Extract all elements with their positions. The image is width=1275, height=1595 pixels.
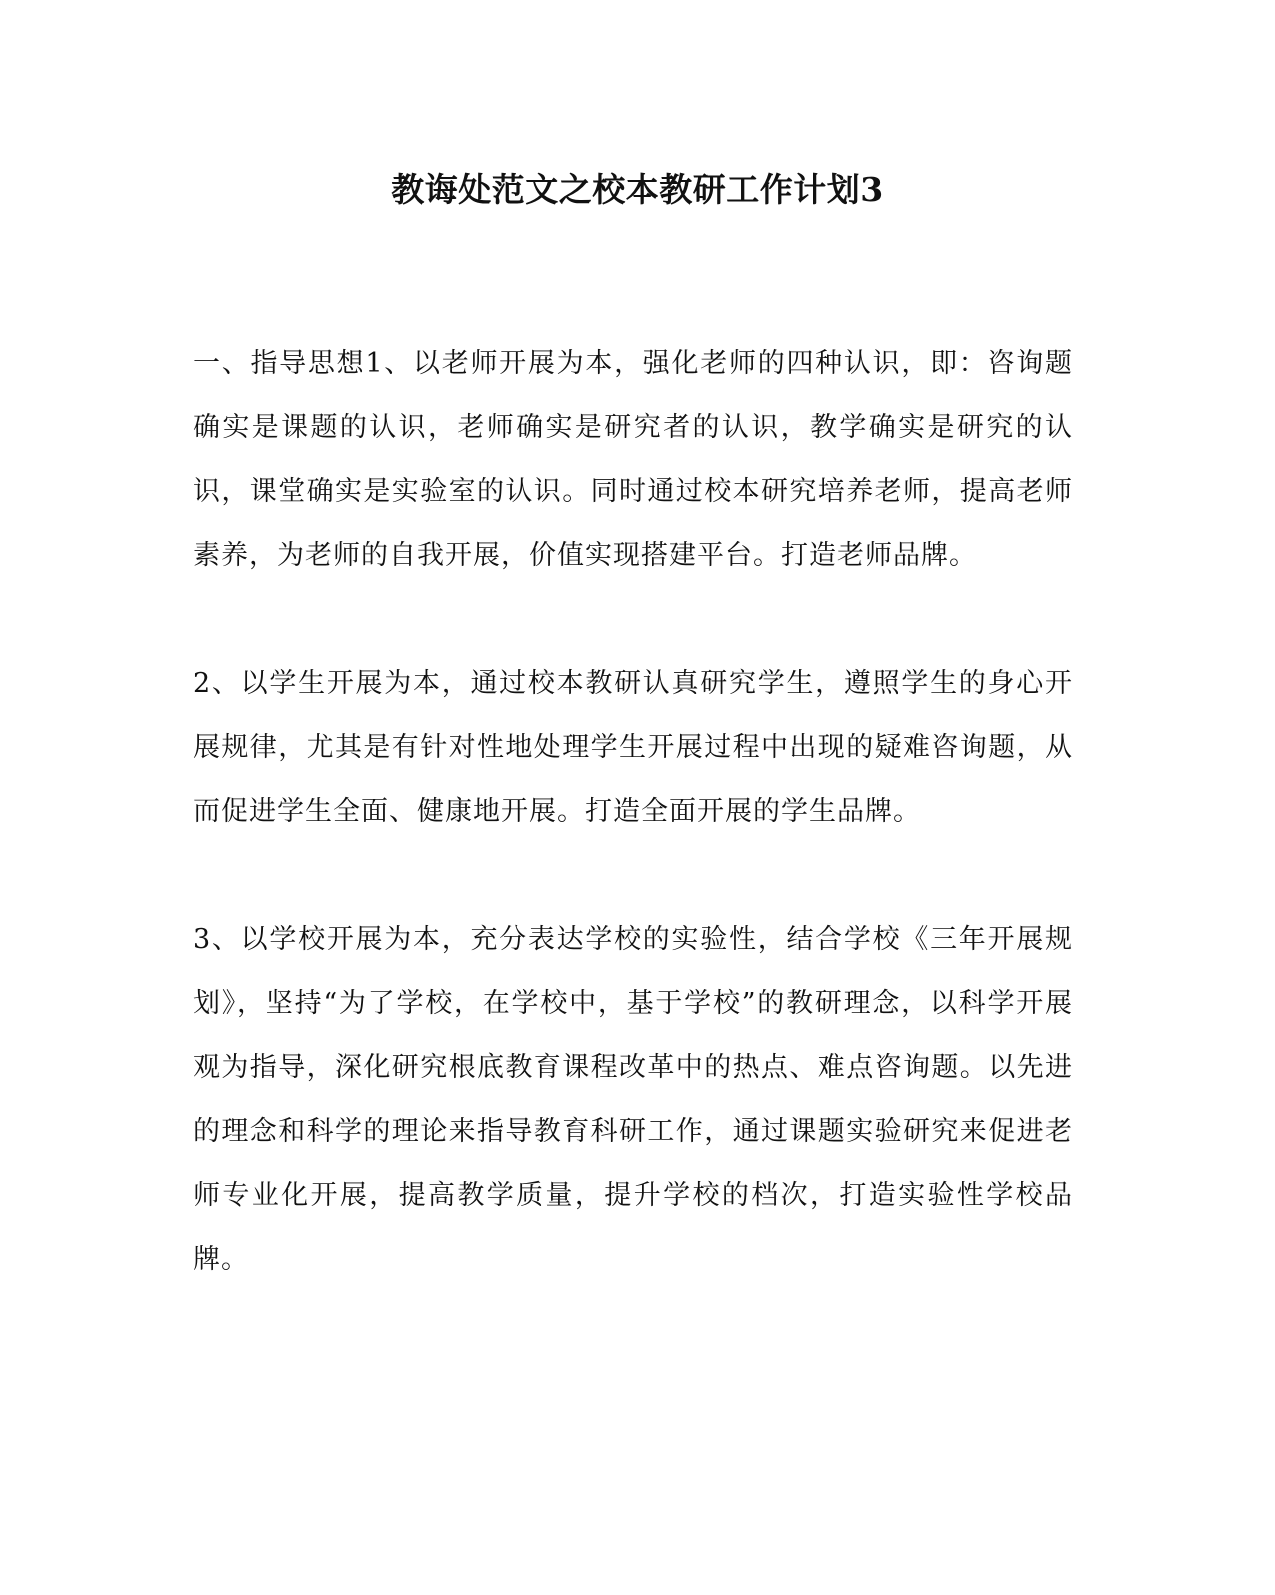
paragraph-guiding-idea-3: 3、以学校开展为本，充分表达学校的实验性，结合学校《三年开展规划》，坚持“为了学校，在学校中，基于学校”的教研理念，以科学开展观为指导，深化研究根底教育课程改革中的热点、难点咨询题。以先进的理念和科学的理论来指导教育科研工作，通过课题实验研究来促进老师专业化开展，提高教学质量，提升学校的档次，打造实验性学校品牌。 [193, 924, 1073, 1275]
document-title: 教诲处范文之校本教研工作计划3 [391, 170, 884, 209]
paragraph-guiding-idea-1: 一、指导思想1、以老师开展为本，强化老师的四种认识，即：咨询题确实是课题的认识，老师确实是研究者的认识，教学确实是研究的认识，课堂确实是实验室的认识。同时通过校本研究培养老师，提高老师素养，为老师的自我开展，价值实现搭建平台。打造老师品牌。 [193, 348, 1073, 571]
paragraph-guiding-idea-2: 2、以学生开展为本，通过校本教研认真研究学生，遵照学生的身心开展规律，尤其是有针对性地处理学生开展过程中出现的疑难咨询题，从而促进学生全面、健康地开展。打造全面开展的学生品牌。 [193, 668, 1073, 827]
